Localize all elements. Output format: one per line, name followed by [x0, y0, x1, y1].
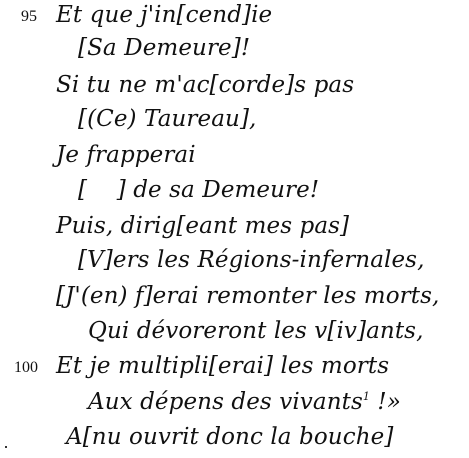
verse-line: [ ] de sa Demeure!: [78, 177, 320, 203]
verse-line: [(Ce) Taureau],: [78, 106, 257, 132]
verse-line: Et je multipli[erai] les morts: [56, 353, 390, 379]
verse-text: Aux dépens des vivants: [88, 389, 363, 415]
verse-number: 95: [21, 8, 37, 25]
verse-line: Et que j'in[cend]ie: [56, 2, 273, 28]
verse-line: Puis, dirig[eant mes pas]: [56, 213, 350, 239]
verse-line: [J'(en) f]erai remonter les morts,: [56, 283, 440, 309]
verse-text-end: !»: [369, 389, 401, 415]
verse-line: Si tu ne m'ac[corde]s pas: [56, 72, 355, 98]
scan-speck: [5, 446, 7, 448]
verse-line: A[nu ouvrit donc la bouche]: [66, 424, 394, 450]
verse-line: [Sa Demeure]!: [78, 35, 251, 61]
footnote-marker: 1: [362, 390, 370, 403]
verse-line: [88, 388, 401, 416]
verse-number: 100: [14, 359, 38, 376]
verse-line: Qui dévoreront les v[iv]ants,: [88, 318, 424, 344]
verse-line: [V]ers les Régions-infernales,: [78, 247, 425, 273]
verse-line: Je frapperai: [56, 142, 196, 168]
